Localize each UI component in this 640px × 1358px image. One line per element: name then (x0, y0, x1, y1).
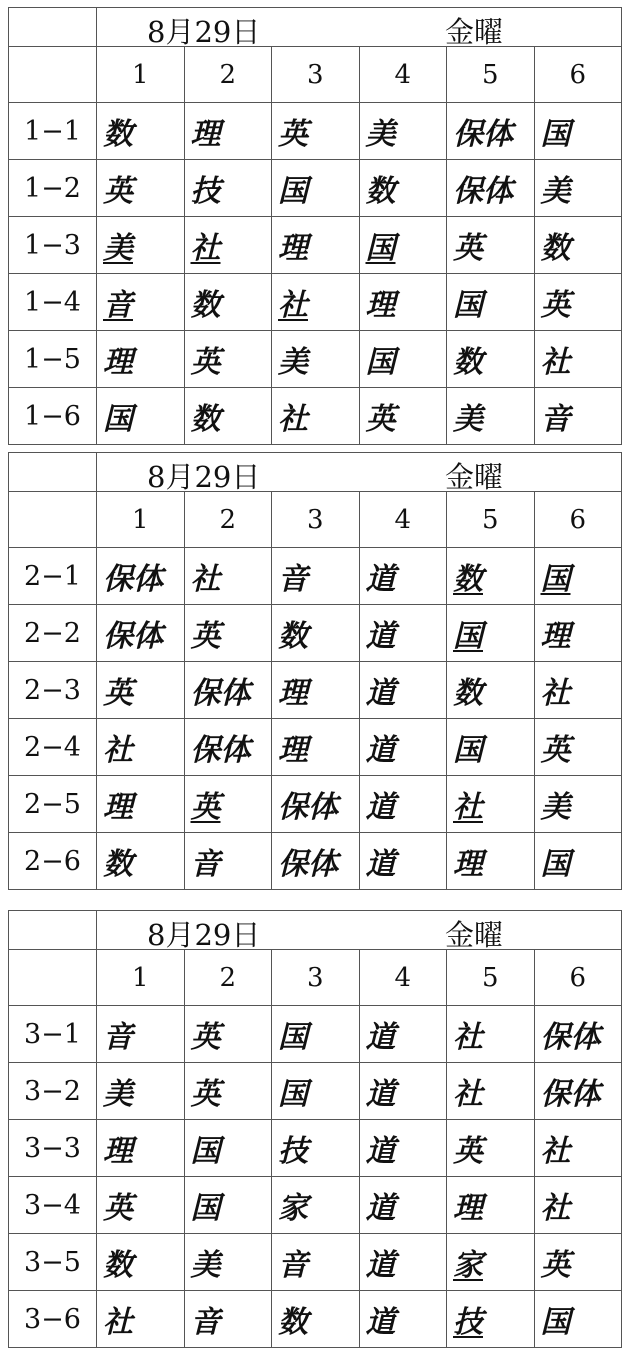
corner-blank-cell (9, 8, 97, 47)
subject-text: 数 (453, 562, 483, 597)
class-row (9, 662, 622, 719)
subject-text: 英 (365, 402, 396, 437)
subject-text: 技 (278, 1134, 308, 1169)
subject-text: 国 (278, 1020, 308, 1055)
subject-cell (184, 1291, 272, 1348)
subject-text: 社 (540, 1134, 571, 1169)
subject-cell (534, 1234, 622, 1291)
class-row (9, 1120, 622, 1177)
subject-cell (534, 103, 622, 160)
subject-text: 道 (365, 1191, 396, 1226)
subject-cell (97, 776, 185, 833)
subject-text: 社 (103, 1305, 133, 1340)
subject-cell (359, 605, 447, 662)
class-row (9, 1234, 622, 1291)
subject-text: 技 (190, 174, 221, 209)
subject-cell (534, 388, 622, 445)
subject-cell (184, 1177, 272, 1234)
weekday-text: 金曜 (445, 15, 504, 47)
subject-text: 数 (365, 174, 396, 209)
subject-cell (359, 1063, 447, 1120)
subject-cell (447, 662, 535, 719)
subject-text: 道 (365, 733, 396, 768)
class-label: 1−6 (9, 388, 97, 445)
period-number: 4 (359, 950, 447, 1006)
subject-text: 道 (365, 676, 396, 711)
subject-cell (272, 217, 360, 274)
subject-text: 音 (540, 402, 571, 437)
class-row (9, 331, 622, 388)
subject-cell (534, 217, 622, 274)
subject-text: 保体 (190, 733, 251, 768)
subject-text: 社 (540, 676, 571, 711)
subject-cell (447, 1120, 535, 1177)
subject-text: 理 (540, 619, 571, 654)
subject-text: 理 (278, 231, 308, 266)
subject-text: 国 (453, 288, 483, 323)
subject-cell (184, 548, 272, 605)
subject-cell (272, 160, 360, 217)
subject-cell (97, 274, 185, 331)
class-row (9, 1006, 622, 1063)
class-row (9, 217, 622, 274)
subject-cell (97, 160, 185, 217)
subject-cell (447, 548, 535, 605)
subject-cell (359, 776, 447, 833)
subject-text: 音 (103, 1020, 133, 1055)
subject-cell (534, 833, 622, 890)
timetable-grade-2 (8, 452, 622, 890)
subject-cell (184, 776, 272, 833)
subject-text: 道 (365, 847, 396, 882)
subject-cell (534, 1006, 622, 1063)
subject-cell (447, 1006, 535, 1063)
subject-text: 美 (103, 1077, 133, 1112)
subject-text: 英 (540, 1248, 571, 1283)
subject-cell (534, 776, 622, 833)
subject-text: 保体 (103, 562, 163, 597)
subject-cell (97, 605, 185, 662)
subject-cell (534, 331, 622, 388)
subject-cell (272, 1120, 360, 1177)
period-number: 5 (447, 492, 535, 548)
date-text: 8月29日 (147, 918, 261, 950)
class-row (9, 274, 622, 331)
timetable-grade-1 (8, 7, 622, 445)
class-label: 2−5 (9, 776, 97, 833)
subject-cell (97, 331, 185, 388)
subject-cell (359, 160, 447, 217)
class-row (9, 605, 622, 662)
period-number: 3 (272, 950, 360, 1006)
subject-cell (447, 274, 535, 331)
subject-cell (447, 719, 535, 776)
subject-cell (272, 103, 360, 160)
subject-cell (97, 388, 185, 445)
subject-cell (534, 662, 622, 719)
date-header (97, 453, 622, 492)
subject-text: 数 (453, 676, 483, 711)
weekday-text: 金曜 (445, 918, 504, 950)
subject-text: 社 (103, 733, 133, 768)
subject-cell (272, 548, 360, 605)
subject-cell (359, 1291, 447, 1348)
subject-text: 社 (453, 790, 483, 825)
subject-text: 道 (365, 1248, 396, 1283)
subject-cell (447, 776, 535, 833)
period-number: 4 (359, 492, 447, 548)
class-row (9, 160, 622, 217)
class-row (9, 833, 622, 890)
subject-cell (97, 662, 185, 719)
subject-cell (184, 1234, 272, 1291)
subject-text: 家 (278, 1191, 308, 1226)
subject-text: 英 (190, 345, 221, 380)
subject-cell (272, 1177, 360, 1234)
subject-cell (184, 103, 272, 160)
period-number: 3 (272, 47, 360, 103)
subject-cell (447, 388, 535, 445)
class-label: 2−4 (9, 719, 97, 776)
subject-cell (359, 217, 447, 274)
subject-text: 国 (103, 402, 133, 437)
subject-text: 理 (103, 790, 133, 825)
subject-text: 美 (540, 174, 571, 209)
subject-text: 道 (365, 562, 396, 597)
period-number: 1 (97, 950, 185, 1006)
subject-text: 道 (365, 1077, 396, 1112)
subject-cell (447, 160, 535, 217)
subject-text: 国 (278, 1077, 308, 1112)
class-label: 2−6 (9, 833, 97, 890)
subject-text: 数 (540, 231, 571, 266)
corner-blank-cell (9, 911, 97, 950)
period-number: 5 (447, 47, 535, 103)
subject-cell (184, 1063, 272, 1120)
subject-cell (534, 1291, 622, 1348)
subject-text: 英 (103, 676, 133, 711)
class-label: 3−6 (9, 1291, 97, 1348)
subject-cell (447, 833, 535, 890)
subject-text: 理 (453, 1191, 483, 1226)
class-label: 3−3 (9, 1120, 97, 1177)
subject-cell (97, 1120, 185, 1177)
subject-text: 保体 (278, 847, 338, 882)
subject-text: 英 (103, 1191, 133, 1226)
subject-cell (184, 719, 272, 776)
class-label: 3−1 (9, 1006, 97, 1063)
subject-text: 数 (103, 1248, 133, 1283)
subject-cell (534, 1177, 622, 1234)
period-number: 6 (534, 492, 622, 548)
subject-text: 音 (278, 1248, 308, 1283)
subject-text: 英 (190, 790, 221, 825)
period-number: 2 (184, 492, 272, 548)
subject-cell (272, 274, 360, 331)
subject-text: 社 (190, 562, 221, 597)
subject-text: 理 (103, 345, 133, 380)
class-row (9, 776, 622, 833)
subject-cell (447, 605, 535, 662)
subject-cell (534, 274, 622, 331)
subject-text: 数 (190, 402, 221, 437)
subject-cell (184, 662, 272, 719)
subject-cell (359, 548, 447, 605)
subject-cell (97, 548, 185, 605)
subject-cell (272, 1006, 360, 1063)
subject-text: 英 (190, 619, 221, 654)
subject-text: 美 (278, 345, 308, 380)
subject-text: 数 (278, 1305, 308, 1340)
subject-cell (272, 833, 360, 890)
period-number: 1 (97, 492, 185, 548)
subject-text: 保体 (540, 1020, 601, 1055)
period-number: 2 (184, 950, 272, 1006)
subject-cell (359, 1177, 447, 1234)
class-label: 3−2 (9, 1063, 97, 1120)
subject-text: 国 (190, 1134, 221, 1169)
subject-text: 美 (190, 1248, 221, 1283)
subject-text: 音 (278, 562, 308, 597)
subject-text: 英 (453, 1134, 483, 1169)
subject-text: 道 (365, 1020, 396, 1055)
subject-text: 道 (365, 1305, 396, 1340)
class-label: 1−1 (9, 103, 97, 160)
subject-cell (97, 1177, 185, 1234)
subject-cell (447, 217, 535, 274)
subject-cell (97, 719, 185, 776)
subject-cell (359, 1006, 447, 1063)
subject-text: 社 (540, 1191, 571, 1226)
subject-text: 数 (278, 619, 308, 654)
subject-cell (447, 1177, 535, 1234)
class-label: 3−4 (9, 1177, 97, 1234)
subject-cell (534, 548, 622, 605)
subject-cell (359, 1120, 447, 1177)
subject-text: 社 (278, 402, 308, 437)
subject-cell (97, 217, 185, 274)
class-row (9, 103, 622, 160)
subject-text: 英 (190, 1020, 221, 1055)
subject-cell (534, 1120, 622, 1177)
period-number: 6 (534, 950, 622, 1006)
class-label: 2−1 (9, 548, 97, 605)
subject-text: 英 (103, 174, 133, 209)
subject-cell (272, 776, 360, 833)
subject-cell (184, 1120, 272, 1177)
subject-cell (272, 662, 360, 719)
subject-cell (184, 605, 272, 662)
subject-text: 国 (453, 619, 483, 654)
subject-cell (272, 331, 360, 388)
period-number: 4 (359, 47, 447, 103)
subject-cell (534, 160, 622, 217)
subject-cell (447, 331, 535, 388)
subject-text: 家 (453, 1248, 483, 1283)
subject-text: 音 (190, 1305, 221, 1340)
class-label: 2−2 (9, 605, 97, 662)
subject-text: 英 (453, 231, 483, 266)
class-label: 2−3 (9, 662, 97, 719)
subject-cell (359, 388, 447, 445)
subject-cell (447, 103, 535, 160)
subject-text: 美 (365, 117, 396, 152)
class-label: 1−2 (9, 160, 97, 217)
subject-text: 保体 (278, 790, 338, 825)
subject-text: 理 (278, 733, 308, 768)
subject-text: 国 (365, 345, 396, 380)
subject-cell (534, 1063, 622, 1120)
subject-text: 理 (365, 288, 396, 323)
class-row (9, 388, 622, 445)
subject-cell (534, 605, 622, 662)
subject-cell (447, 1291, 535, 1348)
subject-text: 英 (190, 1077, 221, 1112)
date-text: 8月29日 (147, 15, 261, 47)
class-row (9, 1291, 622, 1348)
subject-cell (272, 1291, 360, 1348)
subject-cell (184, 331, 272, 388)
subject-text: 美 (103, 231, 133, 266)
subject-text: 社 (190, 231, 221, 266)
subject-cell (272, 605, 360, 662)
subject-cell (359, 1234, 447, 1291)
subject-text: 国 (278, 174, 308, 209)
subject-cell (97, 1291, 185, 1348)
subject-cell (97, 1063, 185, 1120)
class-label: 1−3 (9, 217, 97, 274)
date-header (97, 8, 622, 47)
period-number: 1 (97, 47, 185, 103)
subject-text: 道 (365, 619, 396, 654)
subject-text: 理 (190, 117, 221, 152)
subject-text: 社 (453, 1077, 483, 1112)
period-number: 2 (184, 47, 272, 103)
subject-cell (359, 833, 447, 890)
subject-cell (272, 1063, 360, 1120)
subject-text: 国 (540, 847, 571, 882)
subject-cell (184, 1006, 272, 1063)
subject-text: 数 (103, 117, 133, 152)
subject-text: 理 (103, 1134, 133, 1169)
subject-text: 国 (540, 562, 571, 597)
subject-text: 数 (190, 288, 221, 323)
subject-text: 道 (365, 790, 396, 825)
subject-text: 保体 (453, 117, 513, 152)
corner-blank-cell (9, 950, 97, 1006)
subject-cell (272, 388, 360, 445)
period-number: 5 (447, 950, 535, 1006)
corner-blank-cell (9, 47, 97, 103)
period-number: 3 (272, 492, 360, 548)
subject-cell (97, 1234, 185, 1291)
subject-text: 社 (278, 288, 308, 323)
class-row (9, 719, 622, 776)
class-label: 1−5 (9, 331, 97, 388)
date-header (97, 911, 622, 950)
subject-text: 美 (453, 402, 483, 437)
class-label: 1−4 (9, 274, 97, 331)
date-text: 8月29日 (147, 460, 261, 492)
subject-cell (359, 719, 447, 776)
subject-text: 数 (453, 345, 483, 380)
subject-text: 英 (540, 288, 571, 323)
subject-text: 国 (540, 1305, 571, 1340)
subject-text: 保体 (190, 676, 251, 711)
subject-cell (184, 274, 272, 331)
period-number: 6 (534, 47, 622, 103)
corner-blank-cell (9, 453, 97, 492)
subject-text: 国 (365, 231, 396, 266)
subject-text: 道 (365, 1134, 396, 1169)
subject-text: 保体 (103, 619, 163, 654)
subject-text: 音 (190, 847, 221, 882)
subject-cell (359, 662, 447, 719)
class-row (9, 1063, 622, 1120)
subject-cell (184, 388, 272, 445)
subject-cell (359, 274, 447, 331)
subject-cell (447, 1234, 535, 1291)
subject-cell (272, 719, 360, 776)
subject-text: 国 (190, 1191, 221, 1226)
subject-cell (359, 331, 447, 388)
subject-text: 理 (278, 676, 308, 711)
subject-cell (184, 833, 272, 890)
subject-cell (97, 833, 185, 890)
subject-text: 美 (540, 790, 571, 825)
subject-cell (359, 103, 447, 160)
subject-text: 音 (103, 288, 133, 323)
class-row (9, 1177, 622, 1234)
class-label: 3−5 (9, 1234, 97, 1291)
subject-text: 社 (453, 1020, 483, 1055)
class-row (9, 548, 622, 605)
subject-cell (272, 1234, 360, 1291)
subject-text: 理 (453, 847, 483, 882)
subject-text: 社 (540, 345, 571, 380)
subject-text: 国 (453, 733, 483, 768)
subject-cell (97, 103, 185, 160)
timetable-grade-3 (8, 910, 622, 1348)
subject-text: 保体 (540, 1077, 601, 1112)
subject-text: 英 (540, 733, 571, 768)
subject-text: 保体 (453, 174, 513, 209)
subject-cell (184, 160, 272, 217)
subject-text: 英 (278, 117, 308, 152)
weekday-text: 金曜 (445, 460, 504, 492)
subject-cell (534, 719, 622, 776)
subject-cell (97, 1006, 185, 1063)
corner-blank-cell (9, 492, 97, 548)
subject-cell (447, 1063, 535, 1120)
subject-cell (184, 217, 272, 274)
subject-text: 技 (453, 1305, 483, 1340)
subject-text: 国 (540, 117, 571, 152)
subject-text: 数 (103, 847, 133, 882)
